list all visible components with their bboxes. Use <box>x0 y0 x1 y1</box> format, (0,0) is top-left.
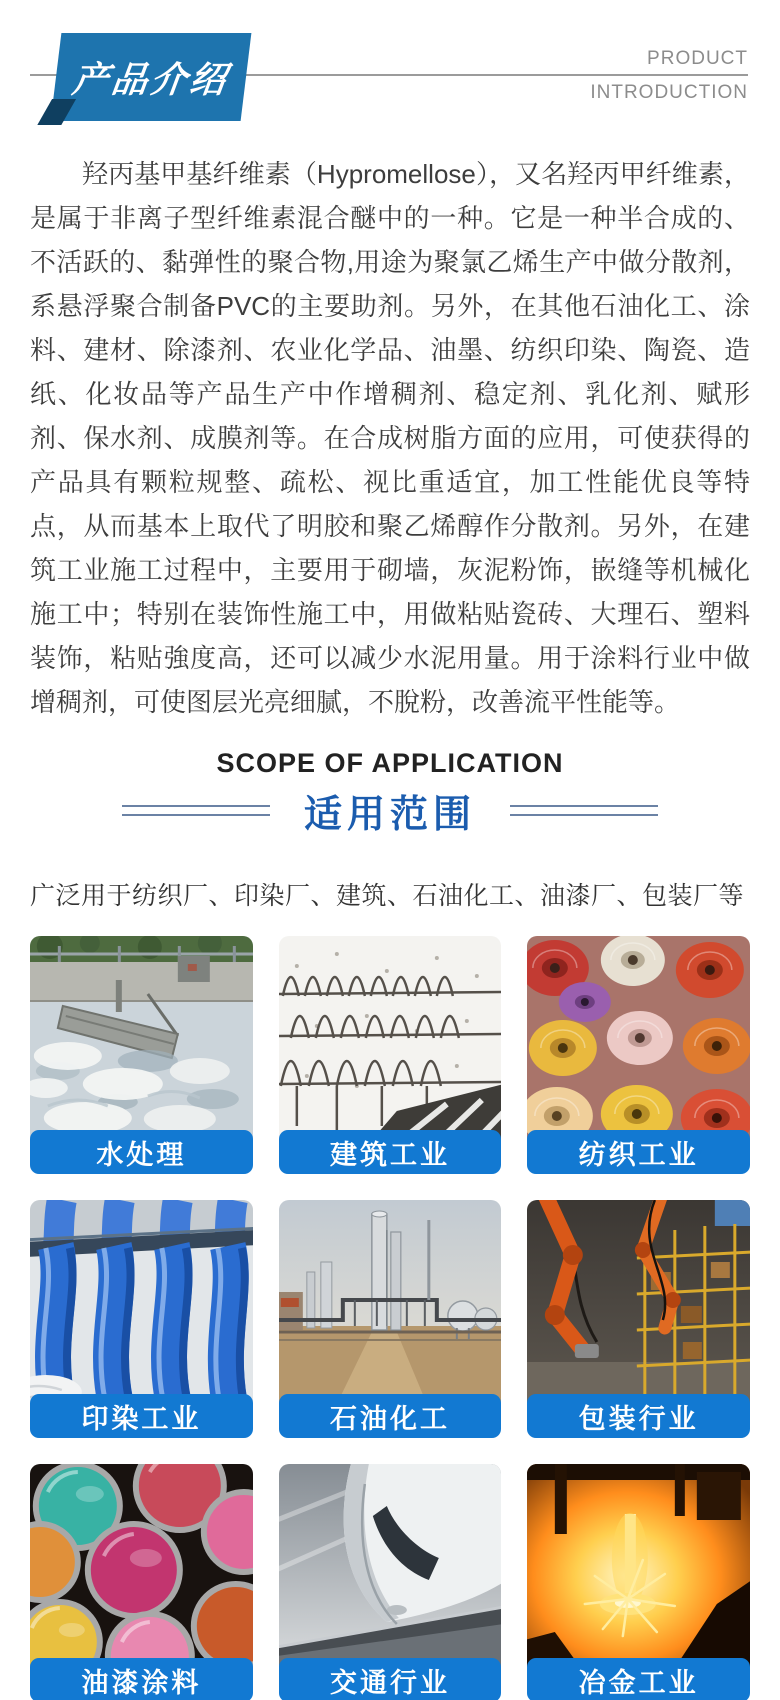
card-water-treatment <box>30 936 253 1174</box>
card-petrochemical <box>279 1200 502 1438</box>
construction-photo <box>279 936 502 1140</box>
header <box>0 0 780 132</box>
subtitle-en-line1: PRODUCT <box>647 48 748 69</box>
card-construction <box>279 936 502 1174</box>
application-label: 建筑工业 <box>279 1130 502 1174</box>
application-label: 水处理 <box>30 1130 253 1174</box>
card-textile <box>527 936 750 1174</box>
application-label: 交通行业 <box>279 1658 502 1700</box>
application-label: 印染工业 <box>30 1394 253 1438</box>
subtitle-en-line2: INTRODUCTION <box>590 82 748 103</box>
application-label: 纺织工业 <box>527 1130 750 1174</box>
applications-description: 广泛用于纺织厂、印染厂、建筑、石油化工、油漆厂、包装厂等 <box>30 882 745 910</box>
dyeing-photo <box>30 1200 253 1404</box>
paint-photo <box>30 1464 253 1668</box>
metallurgy-photo <box>527 1464 750 1668</box>
scope-title-row <box>0 783 780 838</box>
scope-title-zh: 适用范围 <box>303 794 476 836</box>
application-label: 石油化工 <box>279 1394 502 1438</box>
product-intro-banner <box>51 33 252 121</box>
petrochemical-photo <box>279 1200 502 1404</box>
intro-paragraph: 羟丙基甲基纤维素（Hypromellose），又名羟丙甲纤维素，是属于非离子型纤维素混合醚中的一种。它是一种半合成的、不活跃的、黏弹性的聚合物,用途为聚氯乙烯生产中做分散剂，系悬浮聚合制备PVC的主要助剂。另外，在其他石油化工、涂料、建材、除漆剂、农业化学品、油墨、纺织印染、陶瓷、造纸、化妆品等产品生产中作增稠剂、稳定剂、乳化剂、赋形剂、保水剂、成膜剂等。在合成树脂方面的应用，可使获得的产品具有颗粒规整、疏松、视比重适宜，加工性能优良等特点，从而基本上取代了明胶和聚乙烯醇作分散剂。另外，在建筑工业施工过程中，主要用于砌墙，灰泥粉饰，嵌缝等机械化施工中；特别在装饰性施工中，用做粘贴瓷砖、大理石、塑料装饰，粘贴強度高，还可以减少水泥用量。用于涂料行业中做增稠剂，可使图层光亮细腻，不脫粉，改善流平性能等。 <box>30 159 750 717</box>
deco-line-left <box>122 805 270 816</box>
card-packaging <box>527 1200 750 1438</box>
packaging-photo <box>527 1200 750 1404</box>
page-title: 产品介绍 <box>70 58 232 100</box>
textile-photo <box>527 936 750 1140</box>
deco-line-right <box>510 805 658 816</box>
application-label: 冶金工业 <box>527 1658 750 1700</box>
scope-title-en: SCOPE OF APPLICATION <box>216 748 564 778</box>
card-dyeing <box>30 1200 253 1438</box>
application-label: 油漆涂料 <box>30 1658 253 1700</box>
card-transport <box>279 1464 502 1700</box>
application-label: 包装行业 <box>527 1394 750 1438</box>
water-treatment-photo <box>30 936 253 1140</box>
card-paint <box>30 1464 253 1700</box>
transport-photo <box>279 1464 502 1668</box>
card-metallurgy <box>527 1464 750 1700</box>
applications-grid <box>30 936 750 1700</box>
